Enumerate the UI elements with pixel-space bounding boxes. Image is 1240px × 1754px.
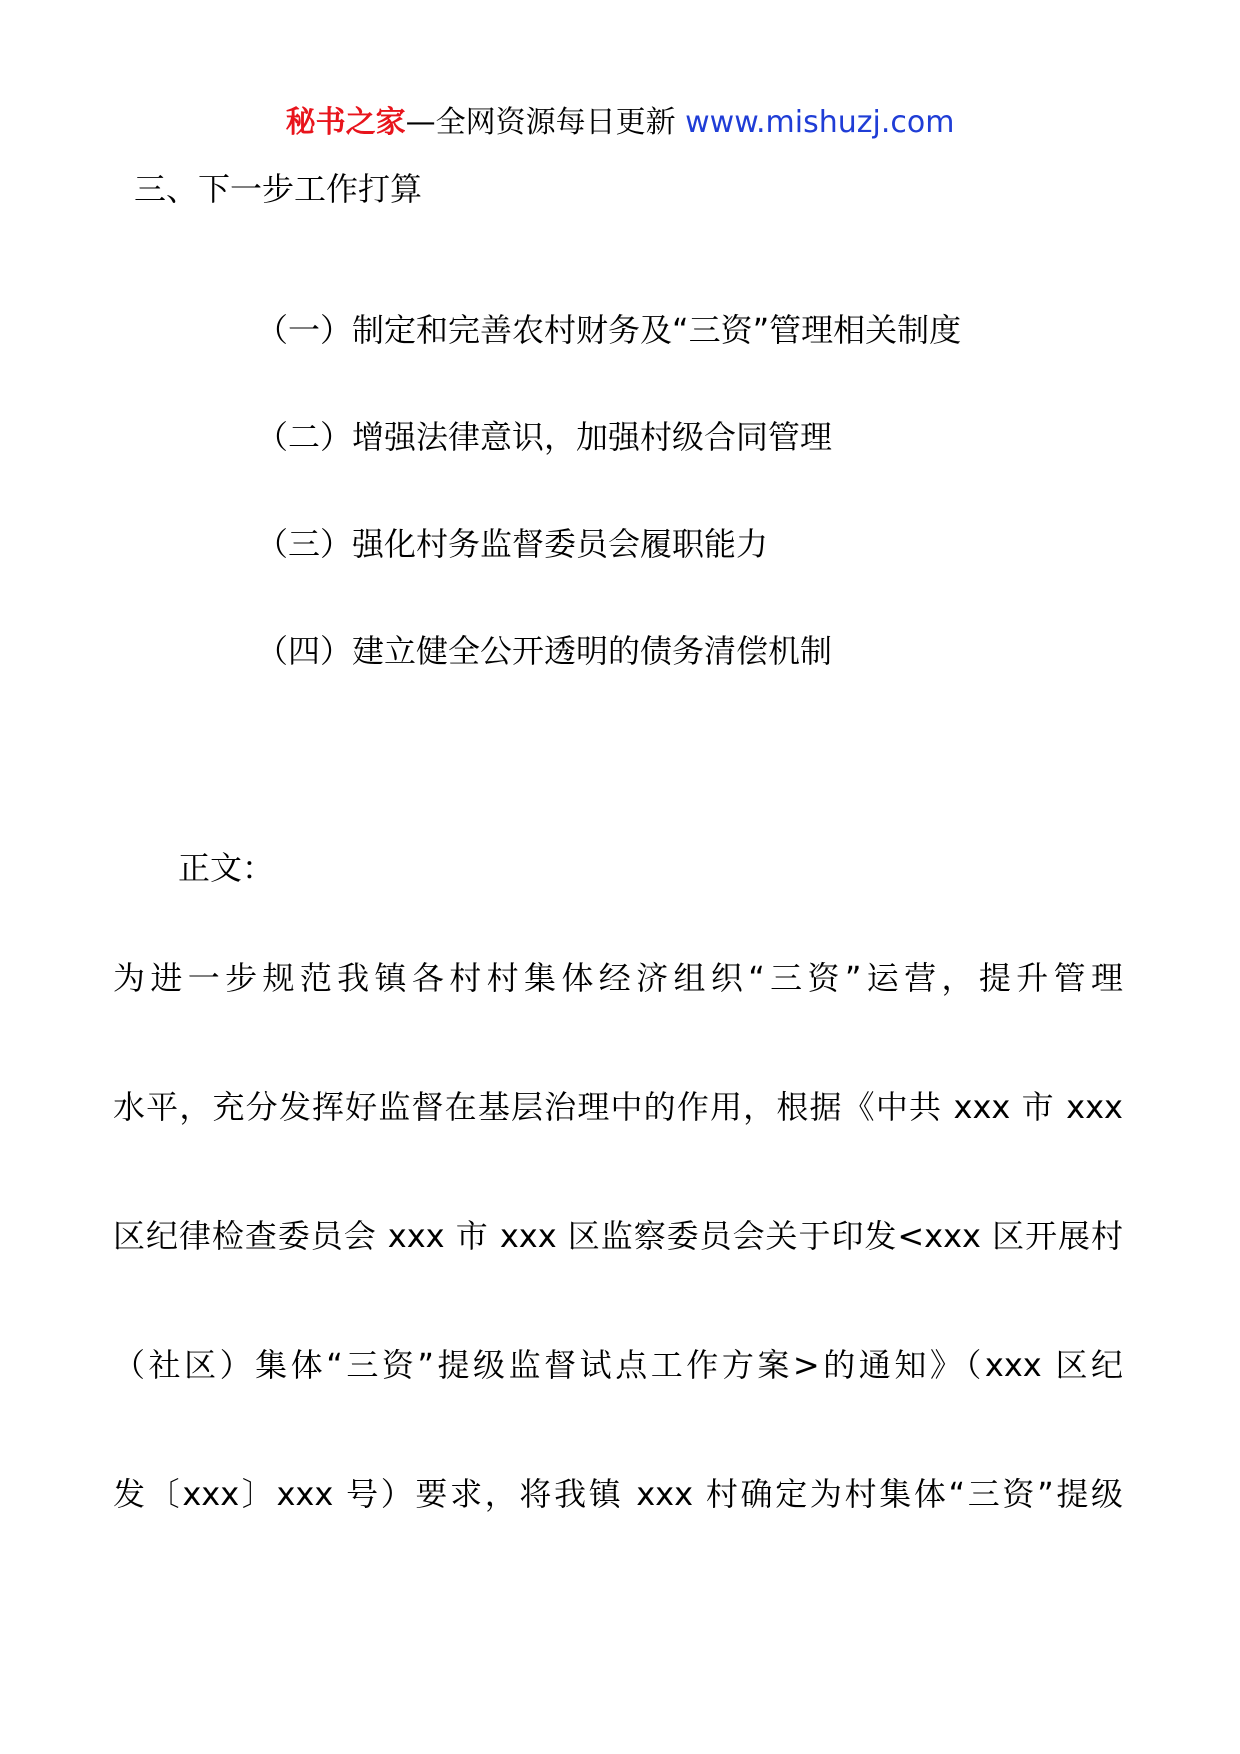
paragraph-line: 为进一步规范我镇各村村集体经济组织“三资”运营，提升管理 [113,959,1123,997]
site-url-link[interactable]: www.mishuzj.com [685,105,955,140]
paragraph-line: 区纪律检查委员会 xxx 市 xxx 区监察委员会关于印发<xxx 区开展村 [113,1217,1123,1255]
section-item: （二）增强法律意识，加强村级合同管理 [256,418,833,456]
section-item: （三）强化村务监督委员会履职能力 [256,525,769,563]
paragraph-line: （社区）集体“三资”提级监督试点工作方案>的通知》（xxx 区纪 [113,1346,1123,1384]
body-label: 正文： [178,849,275,887]
paragraph-line: 发〔xxx〕xxx 号）要求，将我镇 xxx 村确定为村集体“三资”提级 [113,1475,1123,1513]
section-item: （四）建立健全公开透明的债务清偿机制 [256,632,833,670]
section-heading: 三、下一步工作打算 [134,170,423,208]
paragraph-line: 水平，充分发挥好监督在基层治理中的作用，根据《中共 xxx 市 xxx [113,1088,1123,1126]
section-item: （一）制定和完善农村财务及“三资”管理相关制度 [256,311,962,349]
brand-name: 秘书之家 [285,105,406,140]
header-tagline: —全网资源每日更新 [405,105,686,140]
site-header [0,101,1240,145]
